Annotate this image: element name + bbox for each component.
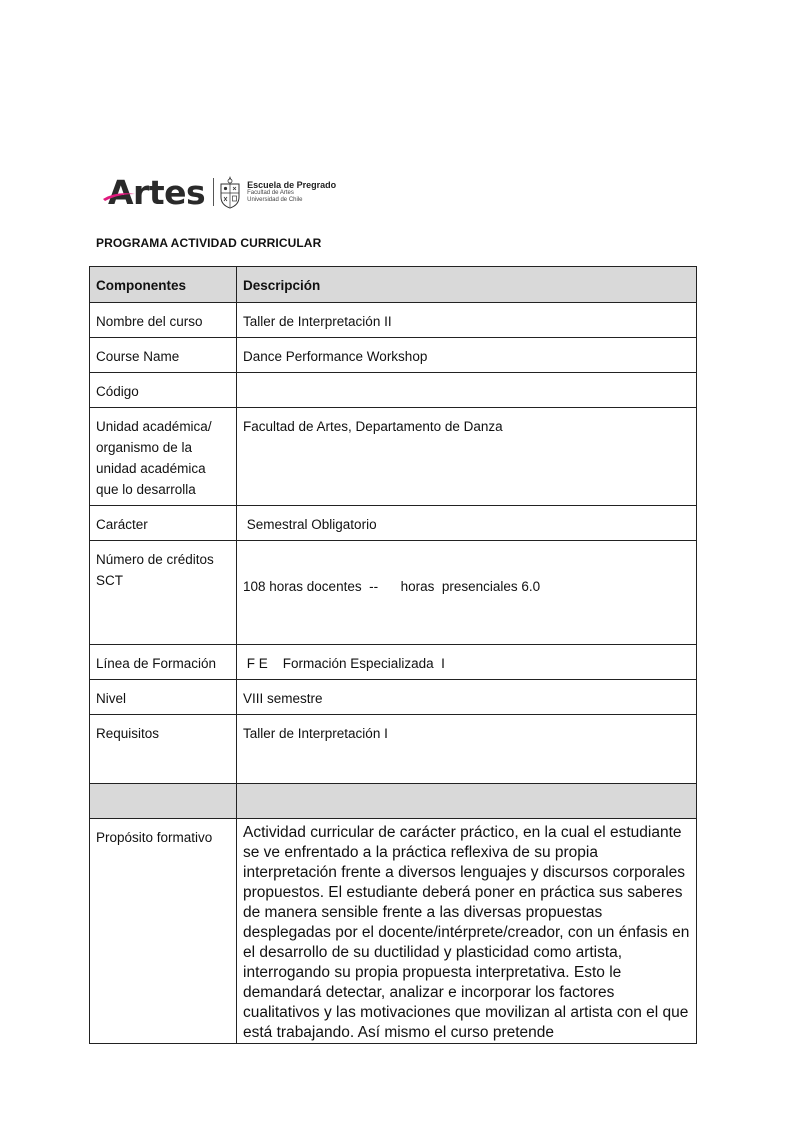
logo-university-name: Universidad de Chile bbox=[247, 196, 303, 203]
curriculum-program-table bbox=[89, 266, 697, 1044]
row-label: Requisitos bbox=[90, 715, 237, 784]
linea-value-text: F E Formación Especializada I bbox=[246, 656, 445, 671]
university-seal-icon bbox=[218, 175, 242, 209]
logo-divider bbox=[213, 178, 214, 206]
row-label: Carácter bbox=[90, 506, 237, 541]
artes-logo bbox=[108, 168, 336, 216]
row-unidad-academica bbox=[90, 408, 697, 506]
row-numero-creditos bbox=[90, 541, 697, 645]
row-label: Línea de Formación bbox=[90, 645, 237, 680]
row-value bbox=[237, 645, 697, 680]
row-value bbox=[237, 506, 697, 541]
separator-cell bbox=[237, 784, 697, 819]
row-proposito-formativo bbox=[90, 819, 697, 1044]
header-descripcion: Descripción bbox=[237, 267, 697, 303]
row-label: Course Name bbox=[90, 338, 237, 373]
row-value bbox=[237, 541, 697, 645]
logo-swoosh-icon bbox=[102, 190, 136, 202]
row-value: Facultad de Artes, Departamento de Danza bbox=[237, 408, 697, 506]
logo-word-text: Artes bbox=[108, 172, 206, 212]
row-value: Taller de Interpretación I bbox=[237, 715, 697, 784]
row-linea-formacion bbox=[90, 645, 697, 680]
separator-cell bbox=[90, 784, 237, 819]
row-caracter bbox=[90, 506, 697, 541]
row-value: Taller de Interpretación II bbox=[237, 303, 697, 338]
row-label: Nivel bbox=[90, 680, 237, 715]
header-componentes: Componentes bbox=[90, 267, 237, 303]
row-course-name bbox=[90, 338, 697, 373]
row-label: Propósito formativo bbox=[90, 819, 237, 1044]
logo-wordmark bbox=[108, 173, 205, 212]
document-title: PROGRAMA ACTIVIDAD CURRICULAR bbox=[96, 236, 322, 250]
row-value: Actividad curricular de carácter práctico, en la cual el estudiante se ve enfrentado a la práctica reflexiva de su propia interpretación frente a diversos lenguajes y discursos corporales propuestos. El estudiante deberá poner en práctica sus saberes de manera sensible frente a las diversas propuestas desplegadas por el docente/intérprete/creador, con un énfasis en el desarrollo de su ductilidad y plasticidad como artista, interrogando su propia propuesta interpretativa. Esto le demandará detectar, analizar e incorporar los factores cualitativos y las motivaciones que movilizan al artista con el que está trabajando. Así mismo el curso pretende bbox=[237, 819, 697, 1044]
table-section-separator-row bbox=[90, 784, 697, 819]
row-nivel bbox=[90, 680, 697, 715]
table-header-row bbox=[90, 267, 697, 303]
row-value bbox=[237, 373, 697, 408]
logo-school-name: Escuela de Pregrado bbox=[247, 179, 337, 190]
logo-faculty-name: Facultad de Artes bbox=[247, 190, 294, 197]
caracter-value-text: Semestral Obligatorio bbox=[246, 517, 377, 532]
row-label: Unidad académica/ organismo de la unidad académica que lo desarrolla bbox=[90, 408, 237, 506]
row-nombre-del-curso bbox=[90, 303, 697, 338]
logo-text-block bbox=[247, 181, 336, 203]
row-label: Código bbox=[90, 373, 237, 408]
row-label: Número de créditos SCT bbox=[90, 541, 237, 645]
creditos-value-text: 108 horas docentes -- horas presenciales 6.0 bbox=[243, 579, 541, 594]
row-label: Nombre del curso bbox=[90, 303, 237, 338]
row-value: Dance Performance Workshop bbox=[237, 338, 697, 373]
row-value: VIII semestre bbox=[237, 680, 697, 715]
row-requisitos bbox=[90, 715, 697, 784]
row-codigo bbox=[90, 373, 697, 408]
